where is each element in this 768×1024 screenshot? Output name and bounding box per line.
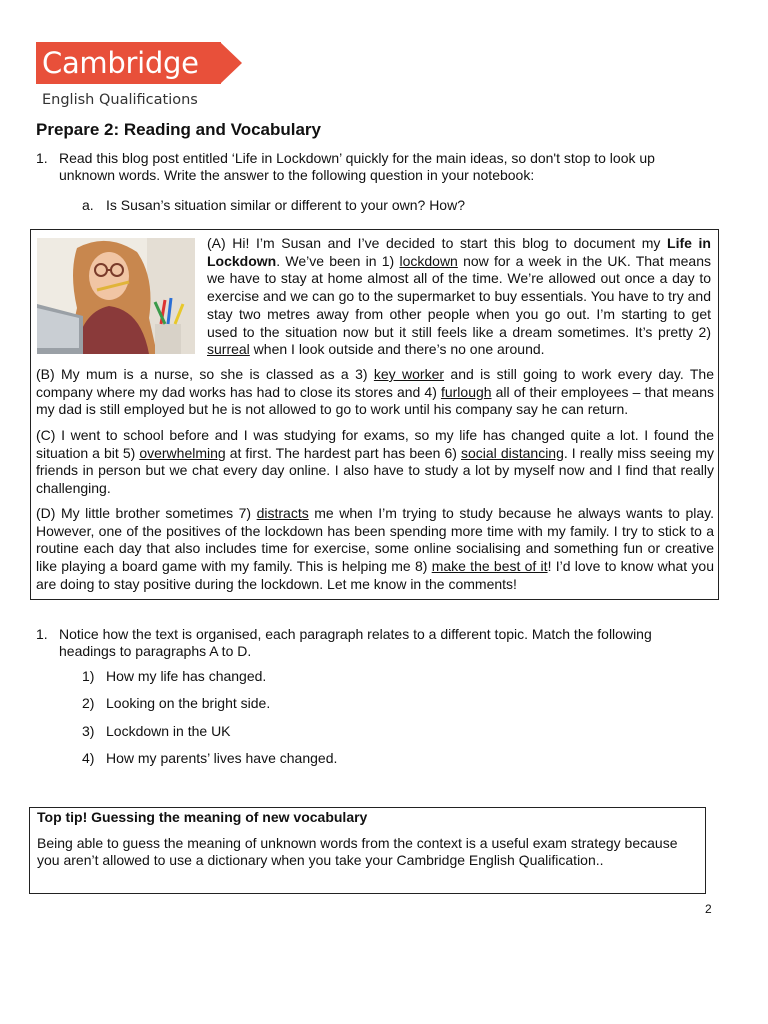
question-1-text: Read this blog post entitled ‘Life in Lockdown’ quickly for the main ideas, so don't stop to look up unknown words. Write the answer to the following question in your notebook:: [59, 150, 655, 183]
list-item-number: 1): [82, 668, 95, 684]
page-number: 2: [705, 902, 712, 916]
vocab-word-furlough: furlough: [440, 383, 492, 400]
question-1: [36, 150, 696, 184]
question-2-text: Notice how the text is organised, each paragraph relates to a different topic. Match the following headings to paragraphs A to D.: [59, 626, 652, 659]
logo-name: Cambridge: [42, 46, 199, 80]
cambridge-logo: [36, 42, 236, 112]
text-span: . I really miss seeing my friends in person but we chat every day online. I also have to study a lot by myself now and I find that really challenging.: [36, 444, 714, 497]
vocab-word-overwhelming: overwhelming: [139, 444, 226, 461]
vocab-word-make-the-best-of-it: make the best of it: [431, 558, 548, 575]
list-item-number: 2): [82, 695, 95, 711]
question-2-number: 1.: [36, 626, 48, 642]
list-item-text: Looking on the bright side.: [106, 695, 271, 711]
list-item-number: 4): [82, 750, 95, 766]
list-item: [82, 750, 337, 766]
list-item: [82, 695, 270, 711]
text-span: (A) Hi! I’m Susan and I’ve decided to start this blog to document my: [207, 235, 668, 251]
question-1a: [82, 197, 465, 213]
text-span: (C) I went to school before and I was studying for exams, so my life has changed quite a lot. I found the situation a bit 5): [36, 427, 714, 461]
page-title: Prepare 2: Reading and Vocabulary: [36, 120, 321, 139]
list-item-number: 3): [82, 723, 95, 739]
vocab-word-social-distancing: social distancing: [461, 444, 564, 461]
list-item-text: How my life has changed.: [106, 668, 267, 684]
question-1a-label: a.: [82, 197, 94, 213]
text-span: all of their employees – that means my dad is still employed but he is not allowed to go to work until his company say he can return.: [36, 383, 714, 418]
top-tip-box: [29, 807, 706, 894]
text-span: when I look outside and there’s no one around.: [249, 341, 545, 358]
vocab-word-distracts: distracts: [256, 505, 309, 521]
text-span: me when I’m trying to study because he always wants to play. However, one of the positives of the lockdown has been spending more time with my family. I try to stick to a routine each day that also includes time for exercise, some online socialising and something fun or creative like playing a board game with my family. This is helping me 8): [36, 505, 714, 575]
question-1-number: 1.: [36, 150, 48, 166]
list-item-text: Lockdown in the UK: [106, 723, 231, 739]
text-span: now for a week in the UK. That means we have to stay at home almost all of the time. We’re allowed out once a day to exercise and we can go to the supermarket to buy essentials. You have to try and stay two metres away from other people when you go out. I’m starting to get used to the situation now but it still feels like a dream sometimes. It’s pretty 2): [207, 252, 711, 340]
text-span: . We’ve been in 1): [276, 252, 400, 269]
blog-paragraph-b: [36, 366, 714, 419]
logo-subtitle: English Qualifications: [42, 92, 198, 108]
question-1a-text: Is Susan’s situation similar or different to your own? How?: [106, 197, 465, 213]
tip-title: Top tip! Guessing the meaning of new vocabulary: [37, 809, 368, 825]
vocab-word-surreal: surreal: [207, 341, 250, 358]
vocab-word-key-worker: key worker: [373, 366, 445, 382]
blog-paragraph-d: [36, 505, 714, 594]
tip-body: Being able to guess the meaning of unknown words from the context is a useful exam strategy because you aren’t allowed to use a dictionary when you take your Cambridge English Qualification..: [37, 835, 678, 868]
bold-phrase: Life in Lockdown: [207, 235, 711, 269]
list-item: [82, 723, 231, 739]
question-2: [36, 626, 696, 660]
text-span: (D) My little brother sometimes 7): [36, 505, 257, 521]
text-span: (B) My mum is a nurse, so she is classed as a 3): [36, 366, 374, 382]
logo-arrow: [220, 42, 242, 84]
list-item-text: How my parents’ lives have changed.: [106, 750, 338, 766]
blog-paragraph-c: [36, 427, 714, 498]
list-item: [82, 668, 266, 684]
text-span: ! I’d love to know what you are doing to stay positive during the lockdown. Let me know in the comments!: [36, 558, 714, 592]
blog-post-box: [30, 229, 719, 600]
text-span: and is still going to work every day. The company where my dad works has had to close its stores and 4): [36, 366, 714, 400]
text-span: at first. The hardest part has been 6): [225, 444, 461, 461]
woman-studying-photo: [37, 238, 195, 354]
blog-paragraph-a: [207, 235, 711, 359]
vocab-word-lockdown: lockdown: [399, 252, 458, 269]
